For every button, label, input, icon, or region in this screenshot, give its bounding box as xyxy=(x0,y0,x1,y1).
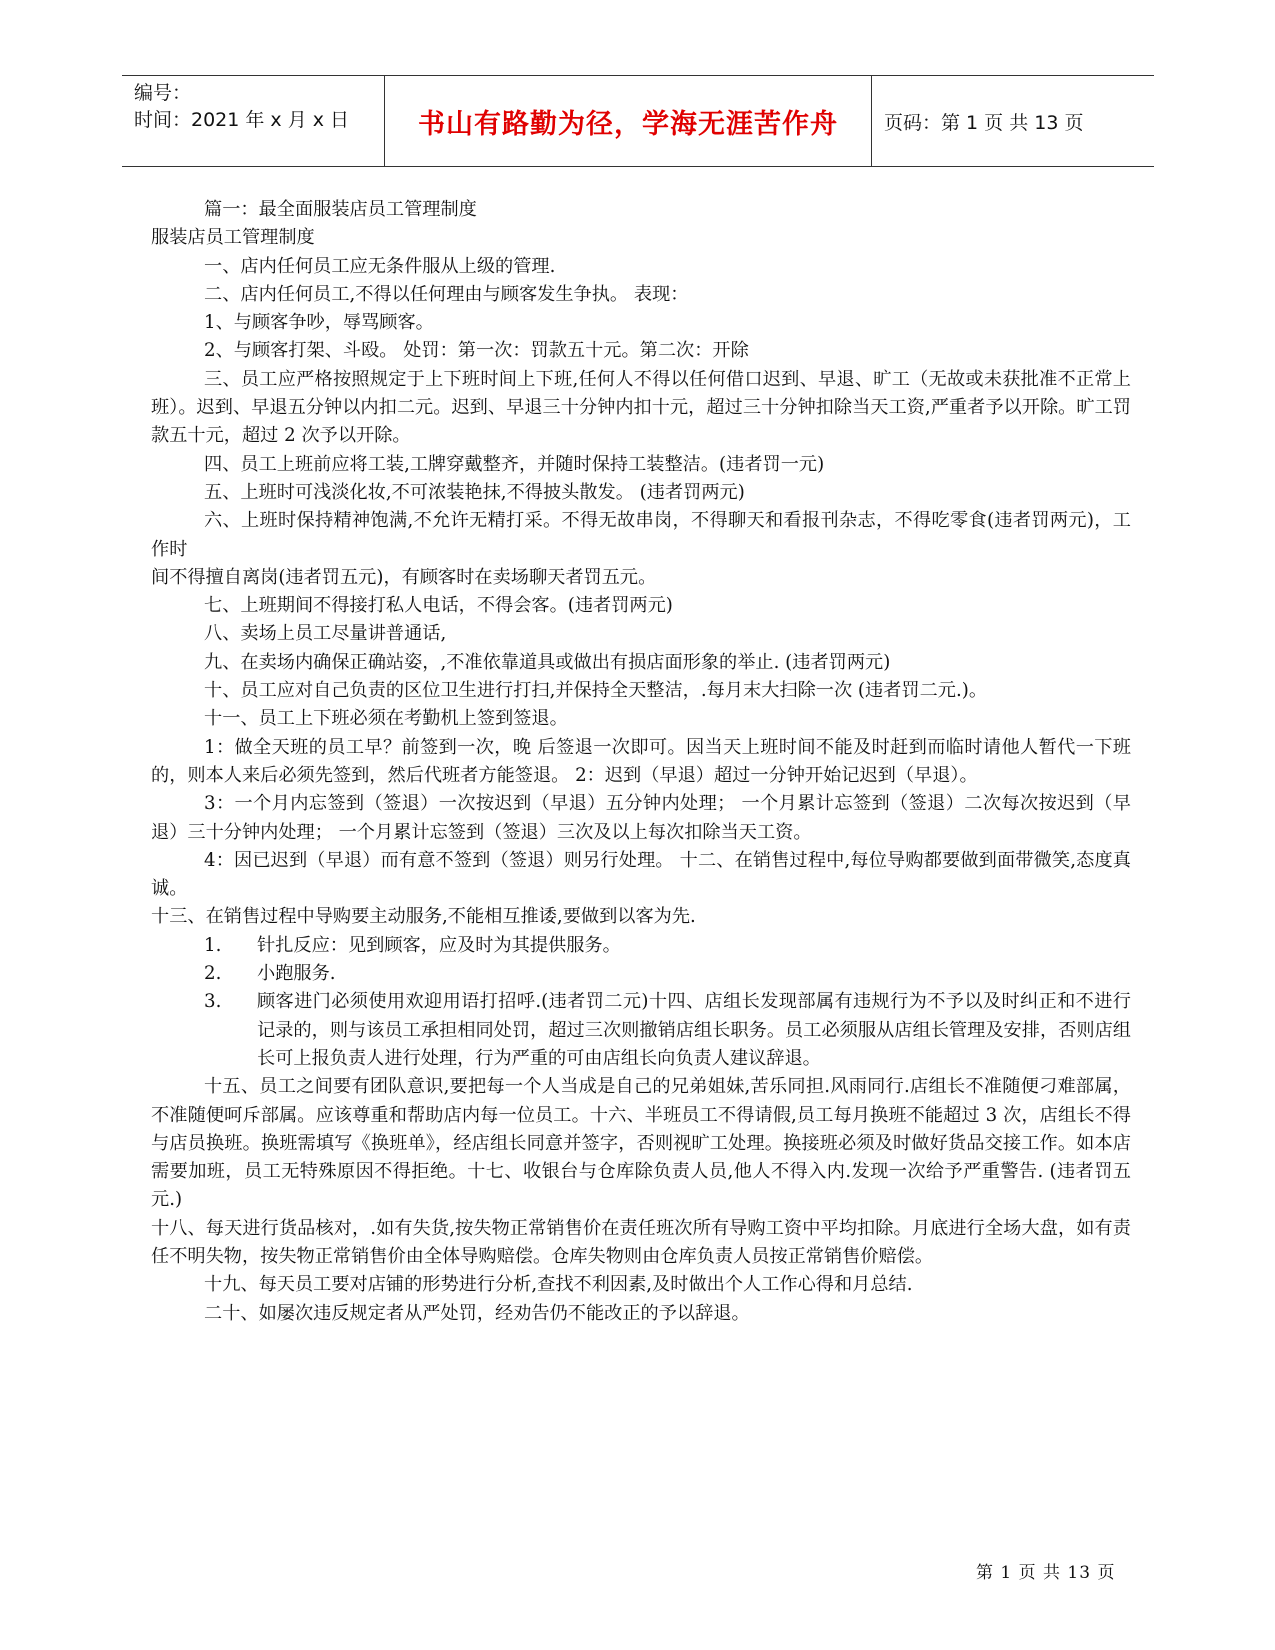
list-item-number: 3. xyxy=(204,991,222,1013)
paragraph: 十、员工应对自己负责的区位卫生进行打扫,并保持全天整洁，.每月末大扫除一次 (违者罚二元.)。 xyxy=(204,680,988,702)
list-item xyxy=(151,988,1131,1073)
paragraph: 一、店内任何员工应无条件服从上级的管理. xyxy=(204,255,556,277)
document-header xyxy=(122,75,1154,167)
paragraph: 二十、如屡次违反规定者从严处罚，经劝告仍不能改正的予以辞退。 xyxy=(204,1302,750,1324)
document-number-label: 编号： xyxy=(134,82,192,104)
doc-title: 篇一：最全面服装店员工管理制度 xyxy=(204,199,477,220)
paragraph: 十五、员工之间要有团队意识,要把每一个人当成是自己的兄弟姐妹,苦乐同担.风雨同行.店组长不准随便刁难部属，不准随便呵斥部属。应该尊重和帮助店内每一位员工。十六、半班员工不得请假,员工每月换班不能超过 3 次，店组长不得与店员换班。换班需填写《换班单》，经店组长同意并签字，否则视旷工处理。换接班必须及时做好货品交接工作。如本店需要加班，员工无特殊原因不得拒绝。十七、收银台与仓库除负责人员,他人不得入内.发现一次给予严重警告. (违者罚五元.) xyxy=(151,1076,1131,1211)
list-item-text: 顾客进门必须使用欢迎用语打招呼.(违者罚二元)十四、店组长发现部属有违规行为不予以及时纠正和不进行记录的，则与该员工承担相同处罚，超过三次则撤销店组长职务。员工必须服从店组长管理及安排，否则店组长可上报负责人进行处理，行为严重的可由店组长向负责人建议辞退。 xyxy=(257,991,1131,1069)
paragraph: 2、与顾客打架、斗殴。 处罚：第一次：罚款五十元。第二次：开除 xyxy=(204,340,749,362)
paragraph: 二、店内任何员工,不得以任何理由与顾客发生争执。 表现： xyxy=(204,283,689,305)
list-item-number: 2. xyxy=(204,963,222,985)
paragraph: 十九、每天员工要对店铺的形势进行分析,查找不利因素,及时做出个人工作心得和月总结. xyxy=(204,1274,913,1296)
paragraph: 三、员工应严格按照规定于上下班时间上下班,任何人不得以任何借口迟到、早退、旷工（无故或未获批准不正常上班）。迟到、早退五分钟以内扣二元。迟到、早退三十分钟内扣十元，超过三十分钟扣除当天工资,严重者予以开除。旷工罚款五十元，超过 2 次予以开除。 xyxy=(151,368,1131,447)
document-time-label: 时间：2021 年 x 月 x 日 xyxy=(134,109,350,131)
paragraph: 五、上班时可浅淡化妆,不可浓装艳抹,不得披头散发。 (违者罚两元) xyxy=(204,481,745,503)
paragraph: 九、在卖场内确保正确站姿，,不准依靠道具或做出有损店面形象的举止. (违者罚两元) xyxy=(204,651,891,673)
paragraph: 八、卖场上员工尽量讲普通话, xyxy=(204,623,447,645)
paragraph: 六、上班时保持精神饱满,不允许无精打采。不得无故串岗，不得聊天和看报刊杂志，不得吃零食(违者罚两元)，工作时 xyxy=(151,510,1131,560)
paragraph: 3：一个月内忘签到（签退）一次按迟到（早退）五分钟内处理； 一个月累计忘签到（签退）二次每次按迟到（早退）三十分钟内处理； 一个月累计忘签到（签退）三次及以上每次扣除当天工资。 xyxy=(151,793,1131,843)
list-item-text: 小跑服务. xyxy=(257,963,336,985)
list-item-number: 1. xyxy=(204,934,222,956)
paragraph: 间不得擅自离岗(违者罚五元)，有顾客时在卖场聊天者罚五元。 xyxy=(151,566,657,588)
header-page-number: 页码：第 1 页 共 13 页 xyxy=(884,111,1084,134)
paragraph: 四、员工上班前应将工装,工牌穿戴整齐，并随时保持工装整洁。(违者罚一元) xyxy=(204,453,825,475)
paragraph: 4：因已迟到（早退）而有意不签到（签退）则另行处理。 十二、在销售过程中,每位导购都要做到面带微笑,态度真诚。 xyxy=(151,849,1131,900)
doc-subtitle: 服装店员工管理制度 xyxy=(151,227,315,249)
list-item xyxy=(151,932,1131,960)
paragraph: 十一、员工上下班必须在考勤机上签到签退。 xyxy=(204,708,568,730)
paragraph: 十八、每天进行货品核对，.如有失货,按失物正常销售价在责任班次所有导购工资中平均扣除。月底进行全场大盘，如有责任不明失物，按失物正常销售价由全体导购赔偿。仓库失物则由仓库负责人员按正常销售价赔偿。 xyxy=(151,1217,1131,1267)
list-item-text: 针扎反应：见到顾客，应及时为其提供服务。 xyxy=(257,934,621,956)
paragraph: 1：做全天班的员工早？前签到一次，晚 后签退一次即可。因当天上班时间不能及时赶到而临时请他人暂代一下班的，则本人来后必须先签到，然后代班者方能签退。 2：迟到（早退）超过一分钟开始记迟到（早退）。 xyxy=(151,736,1131,786)
list-item xyxy=(151,960,1131,988)
document-body xyxy=(151,196,1131,1328)
page-footer: 第 1 页 共 13 页 xyxy=(976,1563,1116,1583)
header-left-cell xyxy=(122,76,385,166)
header-motto: 书山有路勤为径，学海无涯苦作舟 xyxy=(385,76,872,166)
paragraph: 七、上班期间不得接打私人电话，不得会客。(违者罚两元) xyxy=(204,595,673,617)
paragraph: 十三、在销售过程中导购要主动服务,不能相互推诿,要做到以客为先. xyxy=(151,906,696,928)
paragraph: 1、与顾客争吵，辱骂顾客。 xyxy=(204,312,434,334)
